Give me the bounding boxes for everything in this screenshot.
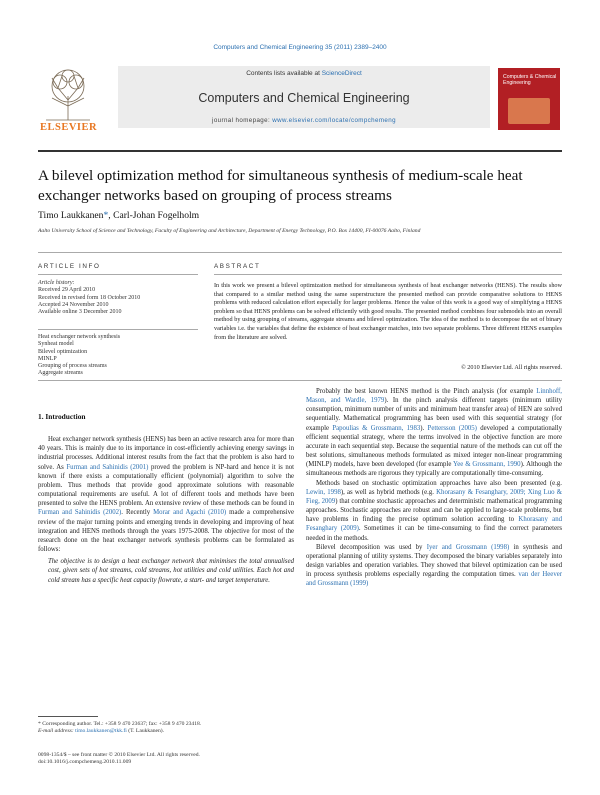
citation-link[interactable]: van der Heever and Grossmann (1999) [306, 571, 563, 588]
text: developed a computationally efficient sequential strategy, where the terms involved in the objective function are more accurate in each sequential step. Because the sequential nature of the methods can cut off the best solutions, simultaneous methods formulated as mixed integer non-linear programming (MINLP) models, have been developed (for example [306, 424, 562, 469]
history-received: Received 29 April 2010 [38, 287, 96, 294]
intro-paragraph-1 [38, 435, 294, 554]
article-info-heading: ARTICLE INFO [38, 263, 101, 270]
keyword: Synheat model [38, 341, 74, 348]
text: made a comprehensive review of the major turning points and emerging trends in developing and improving of heat integration and HENS methods through the years 1975-2008. The objective for most of the research done on the heat exchanger network synthesis problems can be formulated as follows: [38, 509, 294, 554]
citation-link[interactable]: Khorasany and Fesanghary (2009) [306, 516, 562, 533]
paragraph [306, 543, 562, 589]
authors [38, 210, 199, 221]
journal-homepage [118, 117, 490, 124]
introduction-heading: 1. Introduction [38, 412, 86, 421]
text: ). Although the simultaneous methods are rigorous they typically are computationally time-consuming. [306, 461, 563, 478]
journal-title: Computers and Chemical Engineering [198, 91, 410, 105]
citation-link[interactable]: Yee & Grossmann, 1990 [453, 461, 521, 469]
publisher-name: ELSEVIER [40, 122, 98, 133]
header-divider [38, 150, 562, 152]
citation-link[interactable]: Linnhoff, Mason, and Wardle, 1979 [306, 388, 562, 405]
sciencedirect-link[interactable]: ScienceDirect [321, 70, 362, 77]
issn-line: 0098-1354/$ – see front matter © 2010 Elsevier Ltd. All rights reserved. [38, 752, 200, 758]
text: Methods based on stochastic optimization approaches have also been presented (e.g. [316, 479, 562, 487]
paragraph [306, 479, 562, 543]
history-revised: Received in revised form 18 October 2010 [38, 294, 141, 301]
objective-quote: The objective is to design a heat exchanger network that minimises the total annualised cost, given sets of hot streams, cold streams, hot utilities and cold utilities. Each hot and cold stream has a specific heat capacity flowrate, a start- and target temperature. [48, 558, 294, 584]
paragraph [306, 387, 562, 479]
text: . Sometimes it can be time-consuming to find the correct parameters needed in the methods. [306, 525, 562, 542]
journal-citation[interactable]: Computers and Chemical Engineering 35 (2011) 2389–2400 [213, 44, 387, 51]
corresponding-author-note: * Corresponding author. Tel.: +358 9 470 23637; fax: +358 9 470 23418. [38, 721, 202, 727]
text: ) that combine stochastic approaches and deterministic mathematical programming approaches. Stochastic approaches are robust and can be applied to large-scale problems, but have problems in finding the precise optimum solution according to [306, 497, 563, 524]
history-label: Article history: [38, 280, 75, 286]
body-left-column [38, 412, 294, 585]
text: proved the problem is NP-hard and hence it is not known if there exists a computationally efficient (polynomial) algorithm to solve the problem. Thus methods that provide good approximate solutions with reasonable computational requirements are useful. A lot of different tools and methods have been presented to solve the HENS problem. An extensive review of these methods can be found in [38, 463, 295, 508]
corresponding-mark[interactable]: * [103, 210, 109, 221]
elsevier-tree-logo [38, 66, 110, 132]
abstract-copyright: © 2010 Elsevier Ltd. All rights reserved. [461, 364, 562, 371]
keywords-list [38, 334, 198, 378]
citation-link[interactable]: Pettersson (2005) [427, 424, 477, 432]
cover-title: Computers & Chemical Engineering [503, 74, 557, 86]
keyword: Bilevel optimization [38, 348, 88, 355]
text: ). In the pinch analysis different targets (minimum utility consumption, minimum number of units and minimum heat transfer area) of HEN are solved sequentially. Mathematical programming has been used with this sequential strategy (for example [306, 397, 562, 432]
email-link[interactable]: timo.laukkanen@tkk.fi [75, 728, 127, 734]
keyword: MINLP [38, 355, 57, 362]
citation-link[interactable]: Khorasany & Fesanghary, 2009; Xing Luo & Fieg, 2009 [306, 488, 562, 505]
journal-masthead [38, 66, 562, 136]
author-2[interactable]: , Carl-Johan Fogelholm [108, 210, 200, 221]
author-1[interactable]: Timo Laukkanen [38, 210, 104, 221]
homepage-link[interactable]: www.elsevier.com/locate/compchemeng [272, 117, 396, 124]
abstract-heading: ABSTRACT [214, 263, 261, 270]
cover-illustration [508, 98, 550, 124]
footnotes [38, 721, 294, 735]
citation-link[interactable]: Furman and Sahinidis (2002) [38, 509, 122, 517]
citation-link[interactable]: Morar and Agachi (2010) [153, 509, 227, 517]
contents-line [118, 70, 490, 77]
body-right-column [306, 387, 562, 588]
history-online: Available online 3 December 2010 [38, 309, 122, 316]
email-note [38, 728, 294, 735]
text: . Recently [121, 509, 154, 517]
abstract-divider [38, 380, 562, 381]
citation-link[interactable]: Iyer and Grossmann (1998) [426, 543, 510, 551]
citation-link[interactable]: Furman and Sahinidis (2001) [66, 463, 149, 471]
affiliation: Aalto University School of Science and Technology, Faculty of Engineering and Architecture, Department of Energy Technology, P.O. Box 14400, FI-00076 Aalto, Finland [38, 228, 421, 234]
citation-link[interactable]: Papoulias & Grossmann, 1983 [332, 424, 421, 432]
journal-header-box [118, 66, 490, 128]
email-label: E-mail address: [38, 728, 76, 734]
abstract-rule [214, 274, 562, 275]
keyword: Heat exchanger network synthesis [38, 334, 121, 340]
footnote-rule [38, 716, 98, 717]
info-rule [38, 274, 198, 275]
keywords-rule [38, 329, 198, 330]
text: Bilevel decomposition was used by [316, 543, 427, 551]
text: Probably the best known HENS method is the Pinch analysis (for example [316, 388, 537, 395]
text: in synthesis and operational planning of utility systems. They decomposed the binary variables separately into design variables and operation variables. They showed that bilevel optimization can be used in process synthesis problems especially regarding the computation times. [306, 543, 562, 579]
history-accepted: Accepted 24 November 2010 [38, 301, 109, 308]
contents-prefix: Contents lists available at [246, 70, 322, 77]
text: ), as well as hybrid methods (e.g. [340, 488, 437, 496]
keyword: Aggregate streams [38, 370, 83, 377]
email-suffix: (T. Laukkanen). [126, 728, 165, 734]
homepage-prefix: journal homepage: [212, 117, 273, 124]
doi-line[interactable]: doi:10.1016/j.compchemeng.2010.11.009 [38, 759, 132, 765]
text: ). [420, 424, 428, 432]
text: Heat exchanger network synthesis (HENS) has been an active research area for more than 40 years. This is mainly due to its importance in cost-efficiently achieving energy savings in industrial processes. Additional interest results from the fact that the problem is also hard to solve. As [38, 436, 294, 471]
front-matter [38, 752, 338, 766]
citation-link[interactable]: Lewin, 1998 [306, 488, 341, 496]
abstract-text: In this work we present a bilevel optimization method for simultaneous synthesis of heat exchanger networks (HENS). The results show that compared to a similar method using the same superstructure the presented method can provide comparative solutions to HENS problems with reduced calculation effort especially for larger problems. Hence the value of this work is a good way of simplifying a HENS problem so that HENS problems can be solved efficiently with good results. The presented method combines four submodels into an overall method by using grouping of streams, aggregate streams and bilevel optimization. The idea of the method is to decompose the set of binary variables i.e. the variables that define the existence of heat exchanger matches, into two separate problems. Three different HENS examples from the literature are solved. [214, 282, 562, 341]
article-title: A bilevel optimization method for simultaneous synthesis of medium-scale heat exchanger networks based on grouping of process streams [38, 167, 523, 204]
article-history [38, 280, 198, 316]
journal-cover-image [498, 68, 560, 130]
keyword: Grouping of process streams [38, 363, 107, 370]
affiliation-divider [38, 252, 562, 253]
